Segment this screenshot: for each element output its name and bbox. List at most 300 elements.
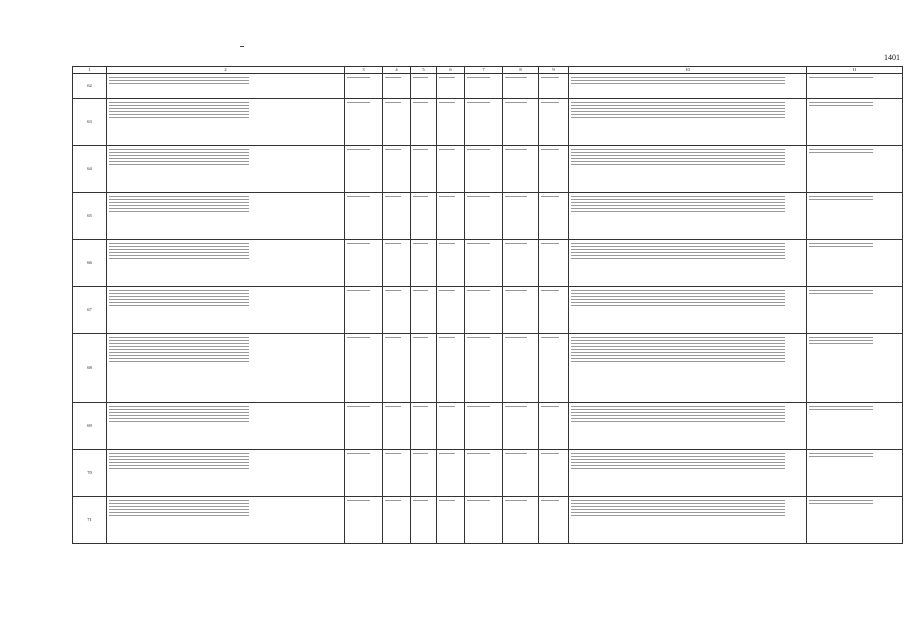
illegible-text	[109, 412, 249, 413]
column-number: 10	[569, 67, 807, 74]
table-row	[73, 449, 903, 496]
table-cell	[569, 239, 807, 286]
table-cell	[539, 192, 569, 239]
table-cell	[807, 286, 903, 333]
illegible-text	[413, 337, 428, 338]
illegible-text	[109, 252, 249, 253]
illegible-text	[467, 337, 490, 338]
table-row	[73, 286, 903, 333]
table-cell	[383, 449, 411, 496]
illegible-text	[571, 515, 785, 516]
table-cell	[345, 239, 383, 286]
illegible-text	[809, 152, 873, 153]
table-cell	[107, 192, 345, 239]
illegible-text	[571, 468, 785, 469]
illegible-text	[505, 500, 527, 501]
illegible-text	[109, 155, 249, 156]
illegible-text	[467, 500, 490, 501]
illegible-text	[571, 358, 785, 359]
illegible-text	[467, 102, 490, 103]
illegible-text	[109, 421, 249, 422]
illegible-text	[541, 406, 559, 407]
illegible-text	[385, 290, 401, 291]
illegible-text	[109, 509, 249, 510]
illegible-text	[109, 161, 249, 162]
table-cell	[437, 239, 465, 286]
illegible-text	[505, 77, 527, 78]
illegible-text	[571, 111, 785, 112]
illegible-text	[109, 343, 249, 344]
illegible-text	[109, 246, 249, 247]
illegible-text	[109, 199, 249, 200]
illegible-text	[467, 290, 490, 291]
illegible-text	[109, 299, 249, 300]
illegible-text	[571, 302, 785, 303]
illegible-text	[541, 337, 559, 338]
illegible-text	[541, 149, 559, 150]
column-number: 1	[73, 67, 107, 74]
table-cell	[345, 145, 383, 192]
illegible-text	[505, 149, 527, 150]
illegible-text	[109, 500, 249, 501]
table-cell	[437, 496, 465, 543]
illegible-text	[541, 77, 559, 78]
illegible-text	[571, 105, 785, 106]
illegible-text	[385, 337, 401, 338]
illegible-text	[571, 337, 785, 338]
illegible-text	[109, 114, 249, 115]
illegible-text	[571, 409, 785, 410]
illegible-text	[571, 340, 785, 341]
illegible-text	[809, 246, 873, 247]
table-cell	[539, 98, 569, 145]
illegible-text	[541, 243, 559, 244]
illegible-text	[109, 102, 249, 103]
illegible-text	[571, 406, 785, 407]
column-number: 2	[107, 67, 345, 74]
table-cell	[539, 496, 569, 543]
illegible-text	[109, 211, 249, 212]
illegible-text	[413, 149, 428, 150]
illegible-text	[571, 293, 785, 294]
table-cell	[411, 449, 437, 496]
illegible-text	[385, 453, 401, 454]
table-cell	[569, 496, 807, 543]
illegible-text	[505, 406, 527, 407]
illegible-text	[571, 114, 785, 115]
illegible-text	[109, 202, 249, 203]
illegible-text	[571, 456, 785, 457]
table-cell	[569, 333, 807, 402]
table-cell	[503, 333, 539, 402]
table-cell	[503, 286, 539, 333]
table-cell	[465, 239, 503, 286]
illegible-text	[571, 349, 785, 350]
table-cell	[569, 449, 807, 496]
document-table	[72, 66, 903, 544]
table-cell	[383, 286, 411, 333]
illegible-text	[109, 515, 249, 516]
table-cell	[807, 496, 903, 543]
table-cell	[411, 496, 437, 543]
table-row	[73, 192, 903, 239]
table-cell	[383, 145, 411, 192]
illegible-text	[109, 468, 249, 469]
table-cell	[345, 333, 383, 402]
illegible-text	[385, 77, 401, 78]
illegible-text	[413, 406, 428, 407]
illegible-text	[571, 305, 785, 306]
table-cell	[437, 98, 465, 145]
illegible-text	[571, 80, 785, 81]
illegible-text	[571, 83, 785, 84]
table-cell	[503, 98, 539, 145]
table-cell	[569, 192, 807, 239]
illegible-text	[109, 108, 249, 109]
table-cell	[383, 239, 411, 286]
column-number: 6	[437, 67, 465, 74]
illegible-text	[571, 465, 785, 466]
table-cell	[503, 449, 539, 496]
illegible-text	[571, 459, 785, 460]
illegible-text	[809, 337, 873, 338]
row-number: 66	[73, 239, 107, 286]
column-number: 8	[503, 67, 539, 74]
illegible-text	[571, 196, 785, 197]
illegible-text	[571, 152, 785, 153]
illegible-text	[809, 102, 873, 103]
table-row	[73, 239, 903, 286]
illegible-text	[439, 102, 455, 103]
illegible-text	[347, 406, 370, 407]
illegible-text	[809, 503, 873, 504]
table-cell	[107, 449, 345, 496]
table-cell	[465, 496, 503, 543]
table-row	[73, 402, 903, 449]
table-cell	[465, 98, 503, 145]
table-cell	[539, 402, 569, 449]
illegible-text	[109, 456, 249, 457]
illegible-text	[571, 199, 785, 200]
illegible-text	[571, 412, 785, 413]
table-cell	[539, 333, 569, 402]
table-cell	[539, 145, 569, 192]
illegible-text	[439, 337, 455, 338]
illegible-text	[109, 249, 249, 250]
table-cell	[539, 73, 569, 98]
table-cell	[107, 73, 345, 98]
table-cell	[411, 98, 437, 145]
illegible-text	[571, 117, 785, 118]
row-number: 71	[73, 496, 107, 543]
row-number: 64	[73, 145, 107, 192]
illegible-text	[109, 196, 249, 197]
table-cell	[437, 192, 465, 239]
column-number: 7	[465, 67, 503, 74]
table-cell	[503, 496, 539, 543]
table-row	[73, 73, 903, 98]
illegible-text	[109, 355, 249, 356]
illegible-text	[571, 252, 785, 253]
illegible-text	[109, 453, 249, 454]
illegible-text	[571, 512, 785, 513]
illegible-text	[809, 290, 873, 291]
column-number: 11	[807, 67, 903, 74]
illegible-text	[467, 453, 490, 454]
illegible-text	[439, 500, 455, 501]
illegible-text	[385, 406, 401, 407]
illegible-text	[571, 361, 785, 362]
illegible-text	[109, 358, 249, 359]
illegible-text	[467, 196, 490, 197]
illegible-text	[541, 453, 559, 454]
illegible-text	[109, 258, 249, 259]
illegible-text	[571, 211, 785, 212]
illegible-text	[571, 108, 785, 109]
table-cell	[107, 496, 345, 543]
illegible-text	[809, 149, 873, 150]
illegible-text	[541, 500, 559, 501]
table-cell	[383, 98, 411, 145]
table-cell	[437, 449, 465, 496]
illegible-text	[385, 243, 401, 244]
page-number: 1401	[884, 53, 900, 62]
illegible-text	[439, 196, 455, 197]
illegible-text	[467, 243, 490, 244]
illegible-text	[109, 152, 249, 153]
table-cell	[503, 192, 539, 239]
table-cell	[569, 73, 807, 98]
illegible-text	[109, 80, 249, 81]
table-cell	[569, 145, 807, 192]
illegible-text	[109, 337, 249, 338]
illegible-text	[385, 196, 401, 197]
illegible-text	[109, 302, 249, 303]
column-number: 3	[345, 67, 383, 74]
illegible-text	[571, 500, 785, 501]
illegible-text	[571, 164, 785, 165]
table-cell	[107, 333, 345, 402]
table-cell	[437, 145, 465, 192]
illegible-text	[109, 349, 249, 350]
table-row	[73, 496, 903, 543]
illegible-text	[505, 453, 527, 454]
illegible-text	[385, 500, 401, 501]
table-cell	[383, 496, 411, 543]
illegible-text	[439, 243, 455, 244]
table-cell	[107, 98, 345, 145]
illegible-text	[109, 462, 249, 463]
table-cell	[107, 239, 345, 286]
illegible-text	[571, 246, 785, 247]
table-cell	[807, 145, 903, 192]
table-cell	[569, 402, 807, 449]
illegible-text	[347, 453, 370, 454]
illegible-text	[571, 453, 785, 454]
table-cell	[465, 449, 503, 496]
illegible-text	[347, 337, 370, 338]
illegible-text	[413, 196, 428, 197]
illegible-text	[439, 149, 455, 150]
table-cell	[383, 402, 411, 449]
illegible-text	[109, 361, 249, 362]
illegible-text	[109, 346, 249, 347]
table-cell	[807, 333, 903, 402]
illegible-text	[347, 102, 370, 103]
illegible-text	[109, 255, 249, 256]
illegible-text	[109, 158, 249, 159]
illegible-text	[109, 465, 249, 466]
table-row	[73, 145, 903, 192]
illegible-text	[385, 102, 401, 103]
illegible-text	[541, 290, 559, 291]
illegible-text	[571, 255, 785, 256]
illegible-text	[571, 149, 785, 150]
illegible-text	[809, 77, 873, 78]
column-number: 5	[411, 67, 437, 74]
table-cell	[345, 98, 383, 145]
table-cell	[539, 449, 569, 496]
illegible-text	[413, 243, 428, 244]
illegible-text	[571, 346, 785, 347]
table-cell	[807, 449, 903, 496]
illegible-text	[809, 406, 873, 407]
illegible-text	[347, 196, 370, 197]
table-cell	[465, 402, 503, 449]
table-cell	[539, 239, 569, 286]
illegible-text	[571, 418, 785, 419]
illegible-text	[571, 352, 785, 353]
illegible-text	[809, 199, 873, 200]
illegible-text	[109, 290, 249, 291]
illegible-text	[505, 102, 527, 103]
table-cell	[503, 145, 539, 192]
table-cell	[345, 449, 383, 496]
illegible-text	[809, 105, 873, 106]
table-cell	[411, 145, 437, 192]
table-cell	[345, 286, 383, 333]
illegible-text	[809, 243, 873, 244]
illegible-text	[541, 102, 559, 103]
row-number: 68	[73, 333, 107, 402]
illegible-text	[439, 77, 455, 78]
illegible-text	[571, 205, 785, 206]
illegible-text	[439, 406, 455, 407]
illegible-text	[109, 208, 249, 209]
illegible-text	[571, 249, 785, 250]
table-cell	[569, 286, 807, 333]
illegible-text	[413, 500, 428, 501]
row-number: 70	[73, 449, 107, 496]
table-cell	[437, 286, 465, 333]
table-cell	[807, 192, 903, 239]
illegible-text	[809, 453, 873, 454]
illegible-text	[505, 196, 527, 197]
illegible-text	[109, 111, 249, 112]
table-cell	[569, 98, 807, 145]
illegible-text	[413, 77, 428, 78]
table-cell	[807, 98, 903, 145]
table-cell	[465, 286, 503, 333]
row-number: 62	[73, 73, 107, 98]
illegible-text	[571, 208, 785, 209]
illegible-text	[809, 340, 873, 341]
illegible-text	[571, 77, 785, 78]
illegible-text	[571, 462, 785, 463]
row-number: 65	[73, 192, 107, 239]
illegible-text	[467, 149, 490, 150]
table-cell	[383, 192, 411, 239]
illegible-text	[505, 290, 527, 291]
column-number: 4	[383, 67, 411, 74]
illegible-text	[439, 290, 455, 291]
table-cell	[807, 239, 903, 286]
table-cell	[465, 145, 503, 192]
illegible-text	[571, 158, 785, 159]
row-number: 63	[73, 98, 107, 145]
illegible-text	[109, 503, 249, 504]
table-cell	[503, 73, 539, 98]
table-cell	[465, 333, 503, 402]
illegible-text	[571, 290, 785, 291]
table-cell	[807, 73, 903, 98]
illegible-text	[109, 415, 249, 416]
table-cell	[383, 73, 411, 98]
illegible-text	[347, 290, 370, 291]
illegible-text	[109, 406, 249, 407]
table-cell	[345, 402, 383, 449]
illegible-text	[109, 418, 249, 419]
illegible-text	[109, 512, 249, 513]
table-cell	[411, 333, 437, 402]
illegible-text	[413, 290, 428, 291]
illegible-text	[571, 343, 785, 344]
illegible-text	[109, 305, 249, 306]
illegible-text	[467, 77, 490, 78]
illegible-text	[809, 293, 873, 294]
illegible-text	[109, 243, 249, 244]
table-cell	[465, 73, 503, 98]
table-cell	[437, 73, 465, 98]
illegible-text	[571, 102, 785, 103]
illegible-text	[347, 500, 370, 501]
illegible-text	[809, 343, 873, 344]
illegible-text	[109, 340, 249, 341]
table-cell	[503, 239, 539, 286]
illegible-text	[571, 421, 785, 422]
illegible-text	[571, 155, 785, 156]
table-cell	[411, 239, 437, 286]
illegible-text	[109, 164, 249, 165]
illegible-text	[413, 102, 428, 103]
illegible-text	[571, 506, 785, 507]
table-cell	[345, 496, 383, 543]
table-cell	[503, 402, 539, 449]
illegible-text	[505, 337, 527, 338]
illegible-text	[571, 509, 785, 510]
table-cell	[345, 73, 383, 98]
row-number: 67	[73, 286, 107, 333]
illegible-text	[109, 409, 249, 410]
table-cell	[107, 286, 345, 333]
illegible-text	[347, 149, 370, 150]
table-cell	[411, 286, 437, 333]
illegible-text	[571, 161, 785, 162]
illegible-text	[571, 503, 785, 504]
illegible-text	[347, 243, 370, 244]
column-number: 9	[539, 67, 569, 74]
illegible-text	[109, 105, 249, 106]
